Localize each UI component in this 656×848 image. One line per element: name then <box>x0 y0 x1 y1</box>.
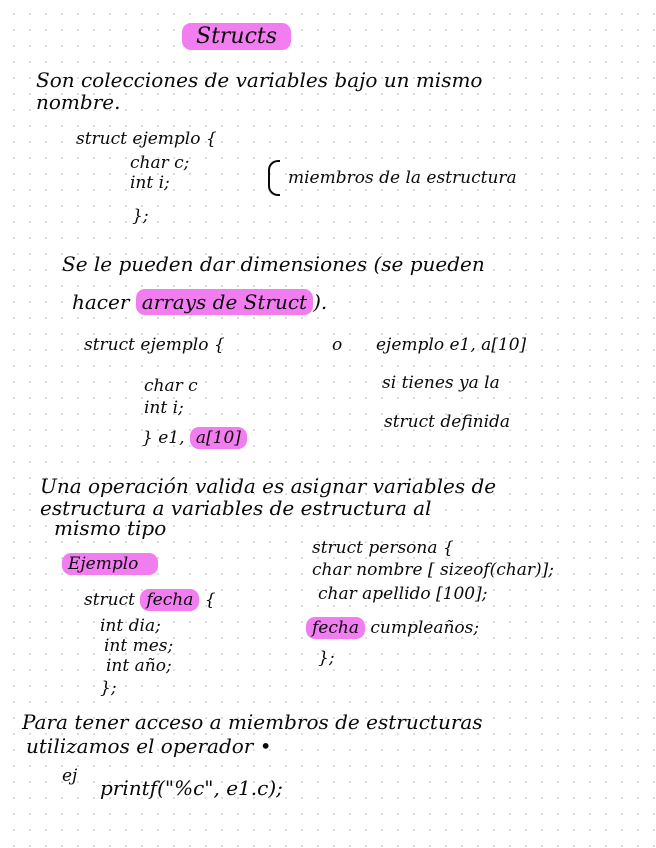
highlight-a10: a[10] <box>190 427 247 449</box>
highlight-arrays-de-struct: arrays de Struct <box>136 289 313 315</box>
code1-line-4: }; <box>132 206 149 226</box>
assign-line-1: Una operación valida es asignar variables de <box>40 474 497 498</box>
alt-line-3: struct definida <box>384 412 511 432</box>
code2-line-3: int i; <box>144 398 184 418</box>
access-line-1: Para tener acceso a miembros de estructuras <box>22 710 483 734</box>
access-line-2: utilizamos el operador • <box>26 734 272 758</box>
persona-line-1: struct persona { <box>312 538 454 558</box>
intro-line-1: Son colecciones de variables bajo un mismo <box>36 68 483 92</box>
fecha-line-1: struct fecha { <box>84 590 216 610</box>
code1-line-2: char c; <box>130 153 190 173</box>
example-label: Ejemplo <box>62 556 158 573</box>
highlight-fecha-2: fecha <box>306 617 365 639</box>
members-brace <box>268 160 280 196</box>
code1-line-3: int i; <box>130 173 170 193</box>
alt-line-2: si tienes ya la <box>382 373 500 393</box>
persona-line-4: fecha cumpleaños; <box>306 620 479 637</box>
assign-line-3: mismo tipo <box>54 516 167 540</box>
assign-line-2: estructura a variables de estructura al <box>40 496 432 520</box>
persona-line-3: char apellido [100]; <box>318 584 488 604</box>
persona-line-5: }; <box>318 648 335 668</box>
ej-label: ej <box>62 766 78 786</box>
members-note: miembros de la estructura <box>288 168 517 188</box>
code2-line-2: char c <box>144 376 198 396</box>
intro-line-2: nombre. <box>36 90 121 114</box>
persona-line-2: char nombre [ sizeof(char)]; <box>312 560 555 580</box>
fecha-line-2: int dia; <box>100 616 161 636</box>
alt-line-1: ejemplo e1, a[10] <box>376 335 527 355</box>
dims-line-1: Se le pueden dar dimensiones (se pueden <box>62 252 485 276</box>
code2-line-1: struct ejemplo { <box>84 335 225 355</box>
fecha-line-3: int mes; <box>104 636 174 656</box>
page-title: Structs <box>182 26 291 48</box>
highlight-fecha: fecha <box>140 589 199 611</box>
or-text: o <box>332 335 343 355</box>
printf-code: printf("%c", e1.c); <box>100 776 283 800</box>
fecha-line-5: }; <box>100 678 117 698</box>
dims-line-2: hacer arrays de Struct ). <box>72 290 328 314</box>
code1-line-1: struct ejemplo { <box>76 129 217 149</box>
code2-line-4: } e1, a[10] <box>142 430 247 447</box>
fecha-line-4: int año; <box>106 656 172 676</box>
